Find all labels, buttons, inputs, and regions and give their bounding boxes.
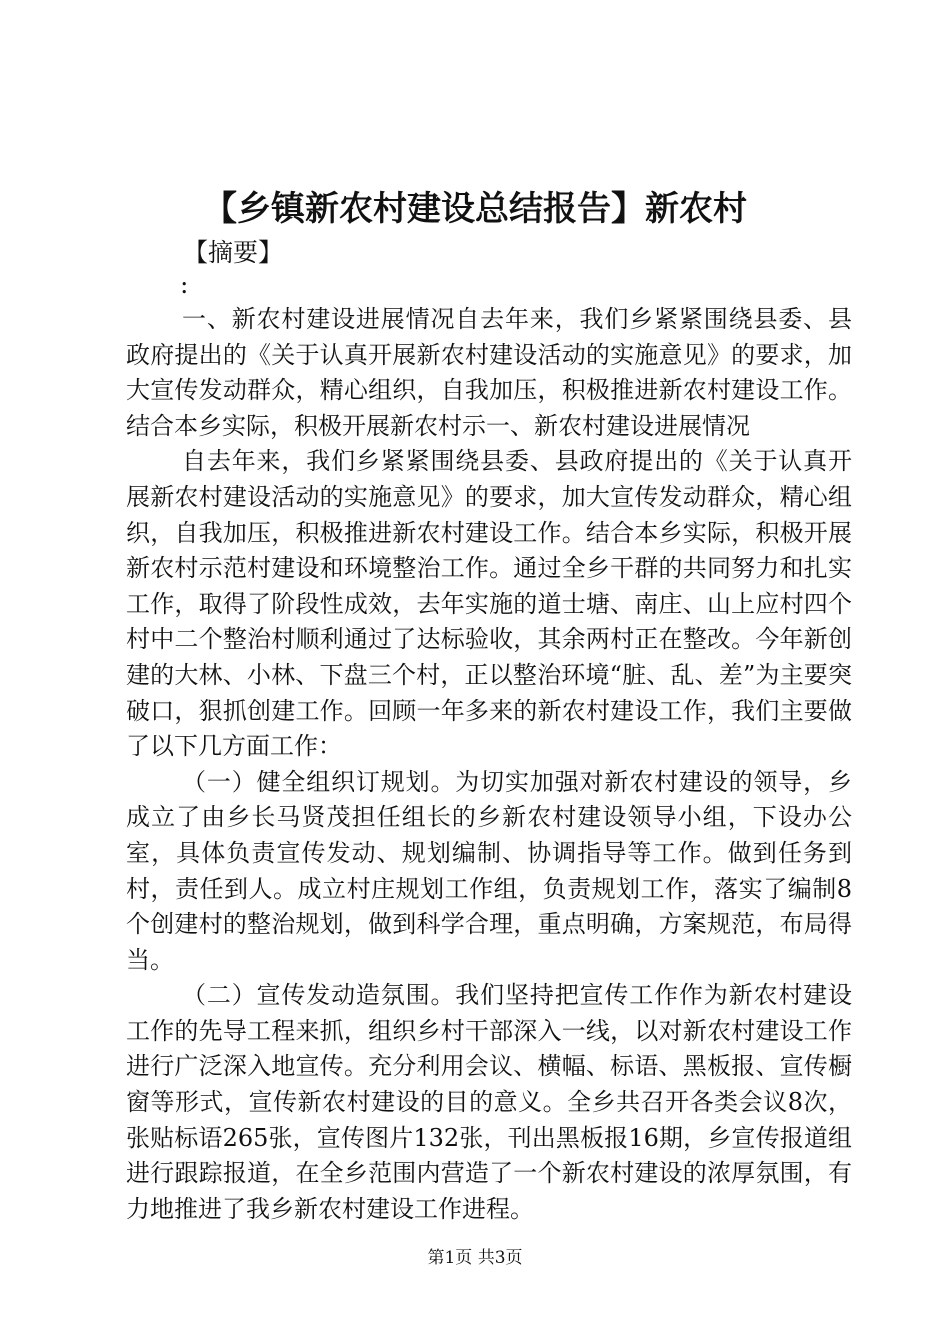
abstract-colon: : — [180, 270, 189, 299]
abstract-label: 【摘要】 — [183, 238, 284, 267]
document-body — [126, 302, 852, 1227]
page-number: 第1页 共3页 — [427, 1248, 523, 1268]
paragraph-progress-detail: 自去年来，我们乡紧紧围绕县委、县政府提出的《关于认真开展新农村建设活动的实施意见》的要求，加大宣传发动群众，精心组织，自我加压，积极推进新农村建设工作。结合本乡实际，积极开展新农村示范村建设和环境整治工作。通过全乡干群的共同努力和扎实工作，取得了阶段性成效，去年实施的道士塘、南庄、山上应村四个村中二个整治村顺利通过了达标验收，其余两村正在整改。今年新创建的大林、小林、下盘三个村，正以整治环境“脏、乱、差”为主要突破口，狠抓创建工作。回顾一年多来的新农村建设工作，我们主要做了以下几方面工作： — [126, 447, 852, 761]
paragraph-progress-summary: 一、新农村建设进展情况自去年来，我们乡紧紧围绕县委、县政府提出的《关于认真开展新农村建设活动的实施意见》的要求，加大宣传发动群众，精心组织，自我加压，积极推进新农村建设工作。结合本乡实际，积极开展新农村示一、新农村建设进展情况 — [126, 305, 852, 440]
document-title: 【乡镇新农村建设总结报告】新农村 — [203, 189, 747, 229]
paragraph-organization-planning: （一）健全组织订规划。为切实加强对新农村建设的领导，乡成立了由乡长马贤茂担任组长的乡新农村建设领导小组，下设办公室，具体负责宣传发动、规划编制、协调指导等工作。做到任务到村，责任到人。成立村庄规划工作组，负责规划工作，落实了编制8个创建村的整治规划，做到科学合理，重点明确，方案规范，布局得当。 — [126, 767, 852, 974]
paragraph-publicity: （二）宣传发动造氛围。我们坚持把宣传工作作为新农村建设工作的先导工程来抓，组织乡村干部深入一线，以对新农村建设工作进行广泛深入地宣传。充分利用会议、横幅、标语、黑板报、宣传橱窗等形式，宣传新农村建设的目的意义。全乡共召开各类会议8次，张贴标语265张，宣传图片132张，刊出黑板报16期，乡宣传报道组进行跟踪报道，在全乡范围内营造了一个新农村建设的浓厚氛围，有力地推进了我乡新农村建设工作进程。 — [126, 981, 852, 1223]
